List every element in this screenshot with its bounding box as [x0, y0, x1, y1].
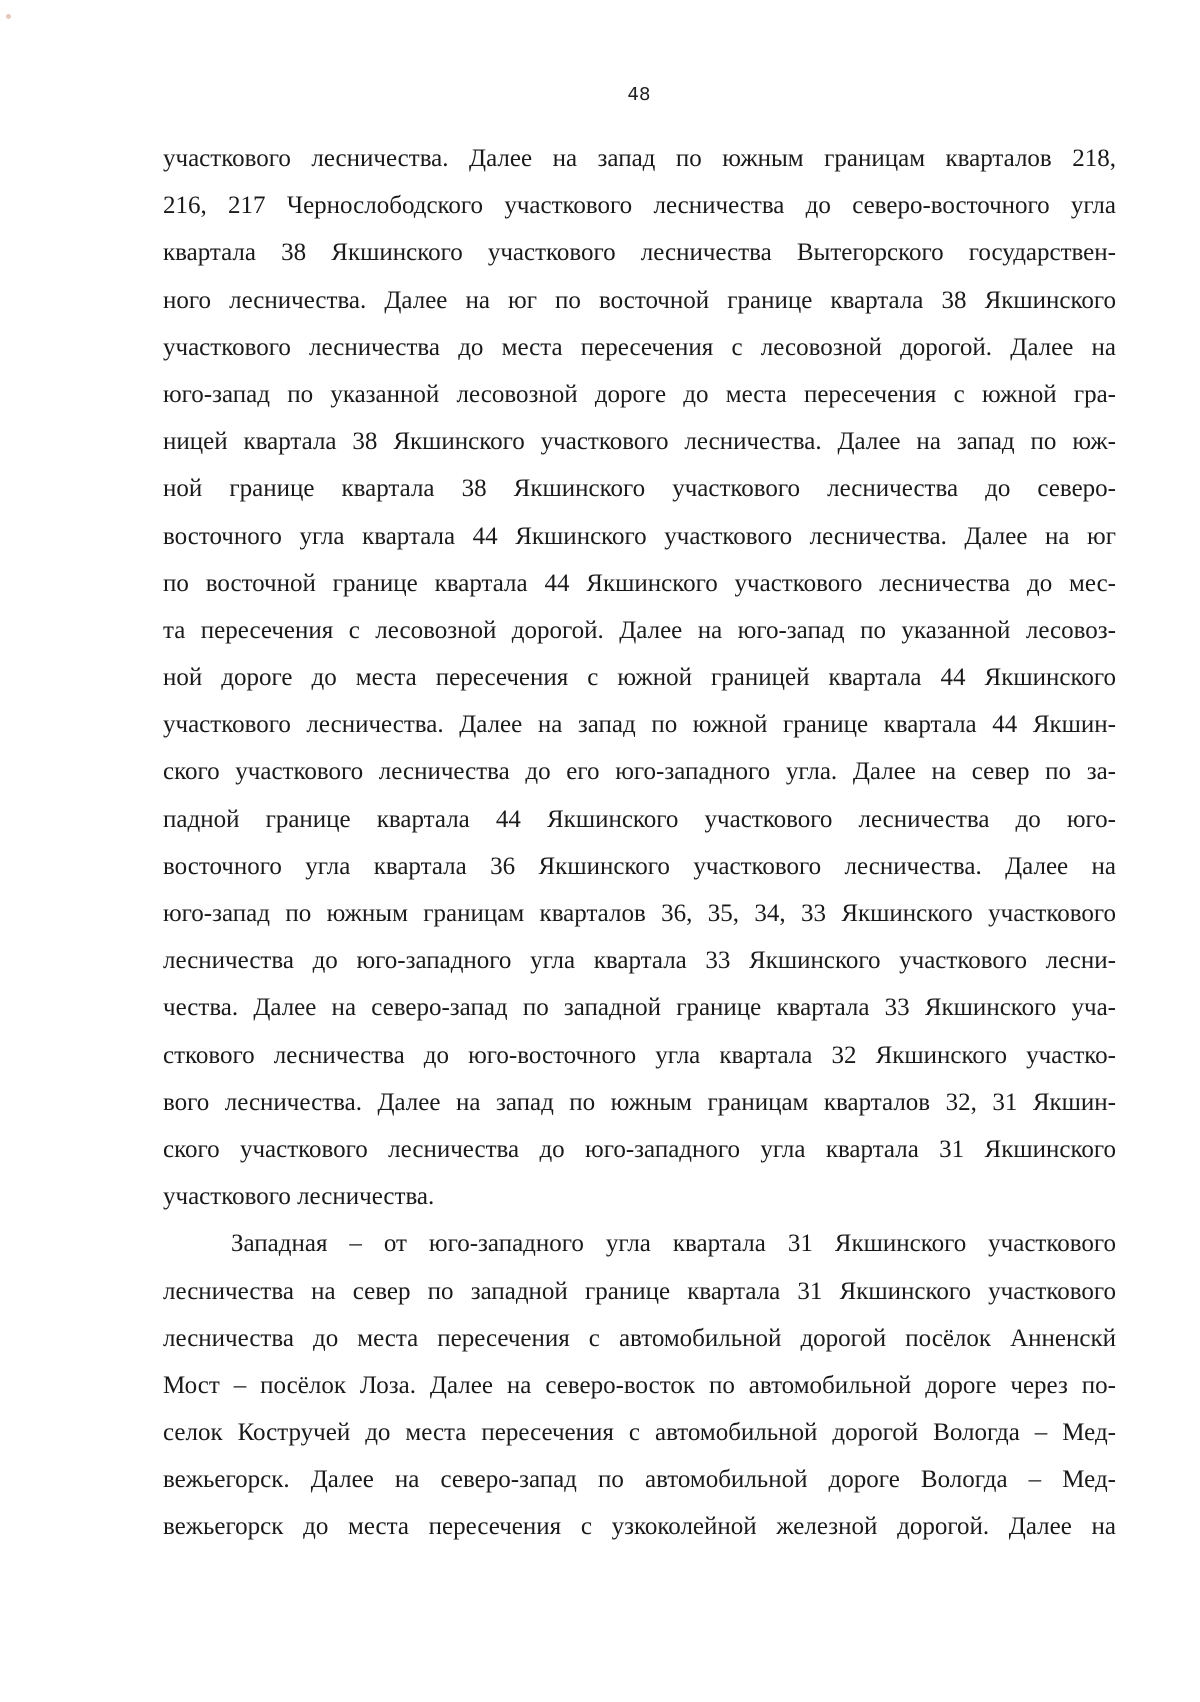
text-line: участкового лесничества. Далее на запад по южной границе квартала 44 Якшин- [163, 711, 1116, 739]
text-line: участкового лесничества. Далее на запад по южным границам кварталов 218, [163, 145, 1116, 172]
text-line: падной границе квартала 44 Якшинского участкового лесничества до юго- [163, 805, 1116, 833]
text-line: юго-запад по южным границам кварталов 36, 35, 34, 33 Якшинского участкового [163, 900, 1116, 927]
text-line: Мост – посёлок Лоза. Далее на северо-восток по автомобильной дороге через по- [163, 1371, 1116, 1399]
text-line: ного лесничества. Далее на юг по восточной границе квартала 38 Якшинского [163, 286, 1116, 314]
text-line: по восточной границе квартала 44 Якшинского участкового лесничества до мес- [163, 569, 1116, 597]
text-line: лесничества на север по западной границе квартала 31 Якшинского участкового [163, 1277, 1116, 1305]
text-line: вежьегорск до места пересечения с узкоколейной железной дорогой. Далее на [163, 1513, 1116, 1541]
scan-artifact [6, 14, 11, 19]
text-line: та пересечения с лесовозной дорогой. Далее на юго-запад по указанной лесовоз- [163, 616, 1116, 644]
text-line: восточного угла квартала 36 Якшинского участкового лесничества. Далее на [163, 852, 1116, 880]
text-line: чества. Далее на северо-запад по западной границе квартала 33 Якшинского уча- [163, 994, 1116, 1022]
text-line: ницей квартала 38 Якшинского участкового лесничества. Далее на запад по юж- [163, 428, 1116, 456]
text-line: вого лесничества. Далее на запад по южным границам кварталов 32, 31 Якшин- [163, 1088, 1116, 1116]
text-line: Западная – от юго-западного угла квартала 31 Якшинского участкового [231, 1230, 1116, 1258]
text-line: ной границе квартала 38 Якшинского участкового лесничества до северо- [163, 475, 1116, 503]
text-line: участкового лесничества до места пересечения с лесовозной дорогой. Далее на [163, 333, 1116, 361]
text-line: вежьегорск. Далее на северо-запад по автомобильной дороге Вологда – Мед- [163, 1466, 1116, 1494]
text-line: лесничества до юго-западного угла квартала 33 Якшинского участкового лесни- [163, 947, 1116, 975]
page-number: 48 [627, 84, 651, 105]
text-line: юго-запад по указанной лесовозной дороге до места пересечения с южной гра- [163, 380, 1116, 408]
text-line: селок Костручей до места пересечения с автомобильной дорогой Вологда – Мед- [163, 1419, 1116, 1447]
text-line: ского участкового лесничества до юго-западного угла квартала 31 Якшинского [163, 1135, 1116, 1163]
text-line: ной дороге до места пересечения с южной границей квартала 44 Якшинского [163, 664, 1116, 692]
text-line: ского участкового лесничества до его юго-западного угла. Далее на север по за- [163, 758, 1116, 786]
paragraph-2 [163, 1220, 1116, 1550]
text-line: восточного угла квартала 44 Якшинского участкового лесничества. Далее на юг [163, 522, 1116, 550]
text-line: сткового лесничества до юго-восточного угла квартала 32 Якшинского участко- [163, 1041, 1116, 1069]
document-body [163, 135, 1116, 1551]
text-line: квартала 38 Якшинского участкового лесничества Вытегорского государствен- [163, 239, 1116, 267]
text-line: лесничества до места пересечения с автомобильной дорогой посёлок Анненскй [163, 1324, 1116, 1352]
text-line: участкового лесничества. [163, 1183, 435, 1211]
paragraph-1 [163, 135, 1116, 1220]
text-line: 216, 217 Чернослободского участкового лесничества до северо-восточного угла [163, 192, 1116, 220]
